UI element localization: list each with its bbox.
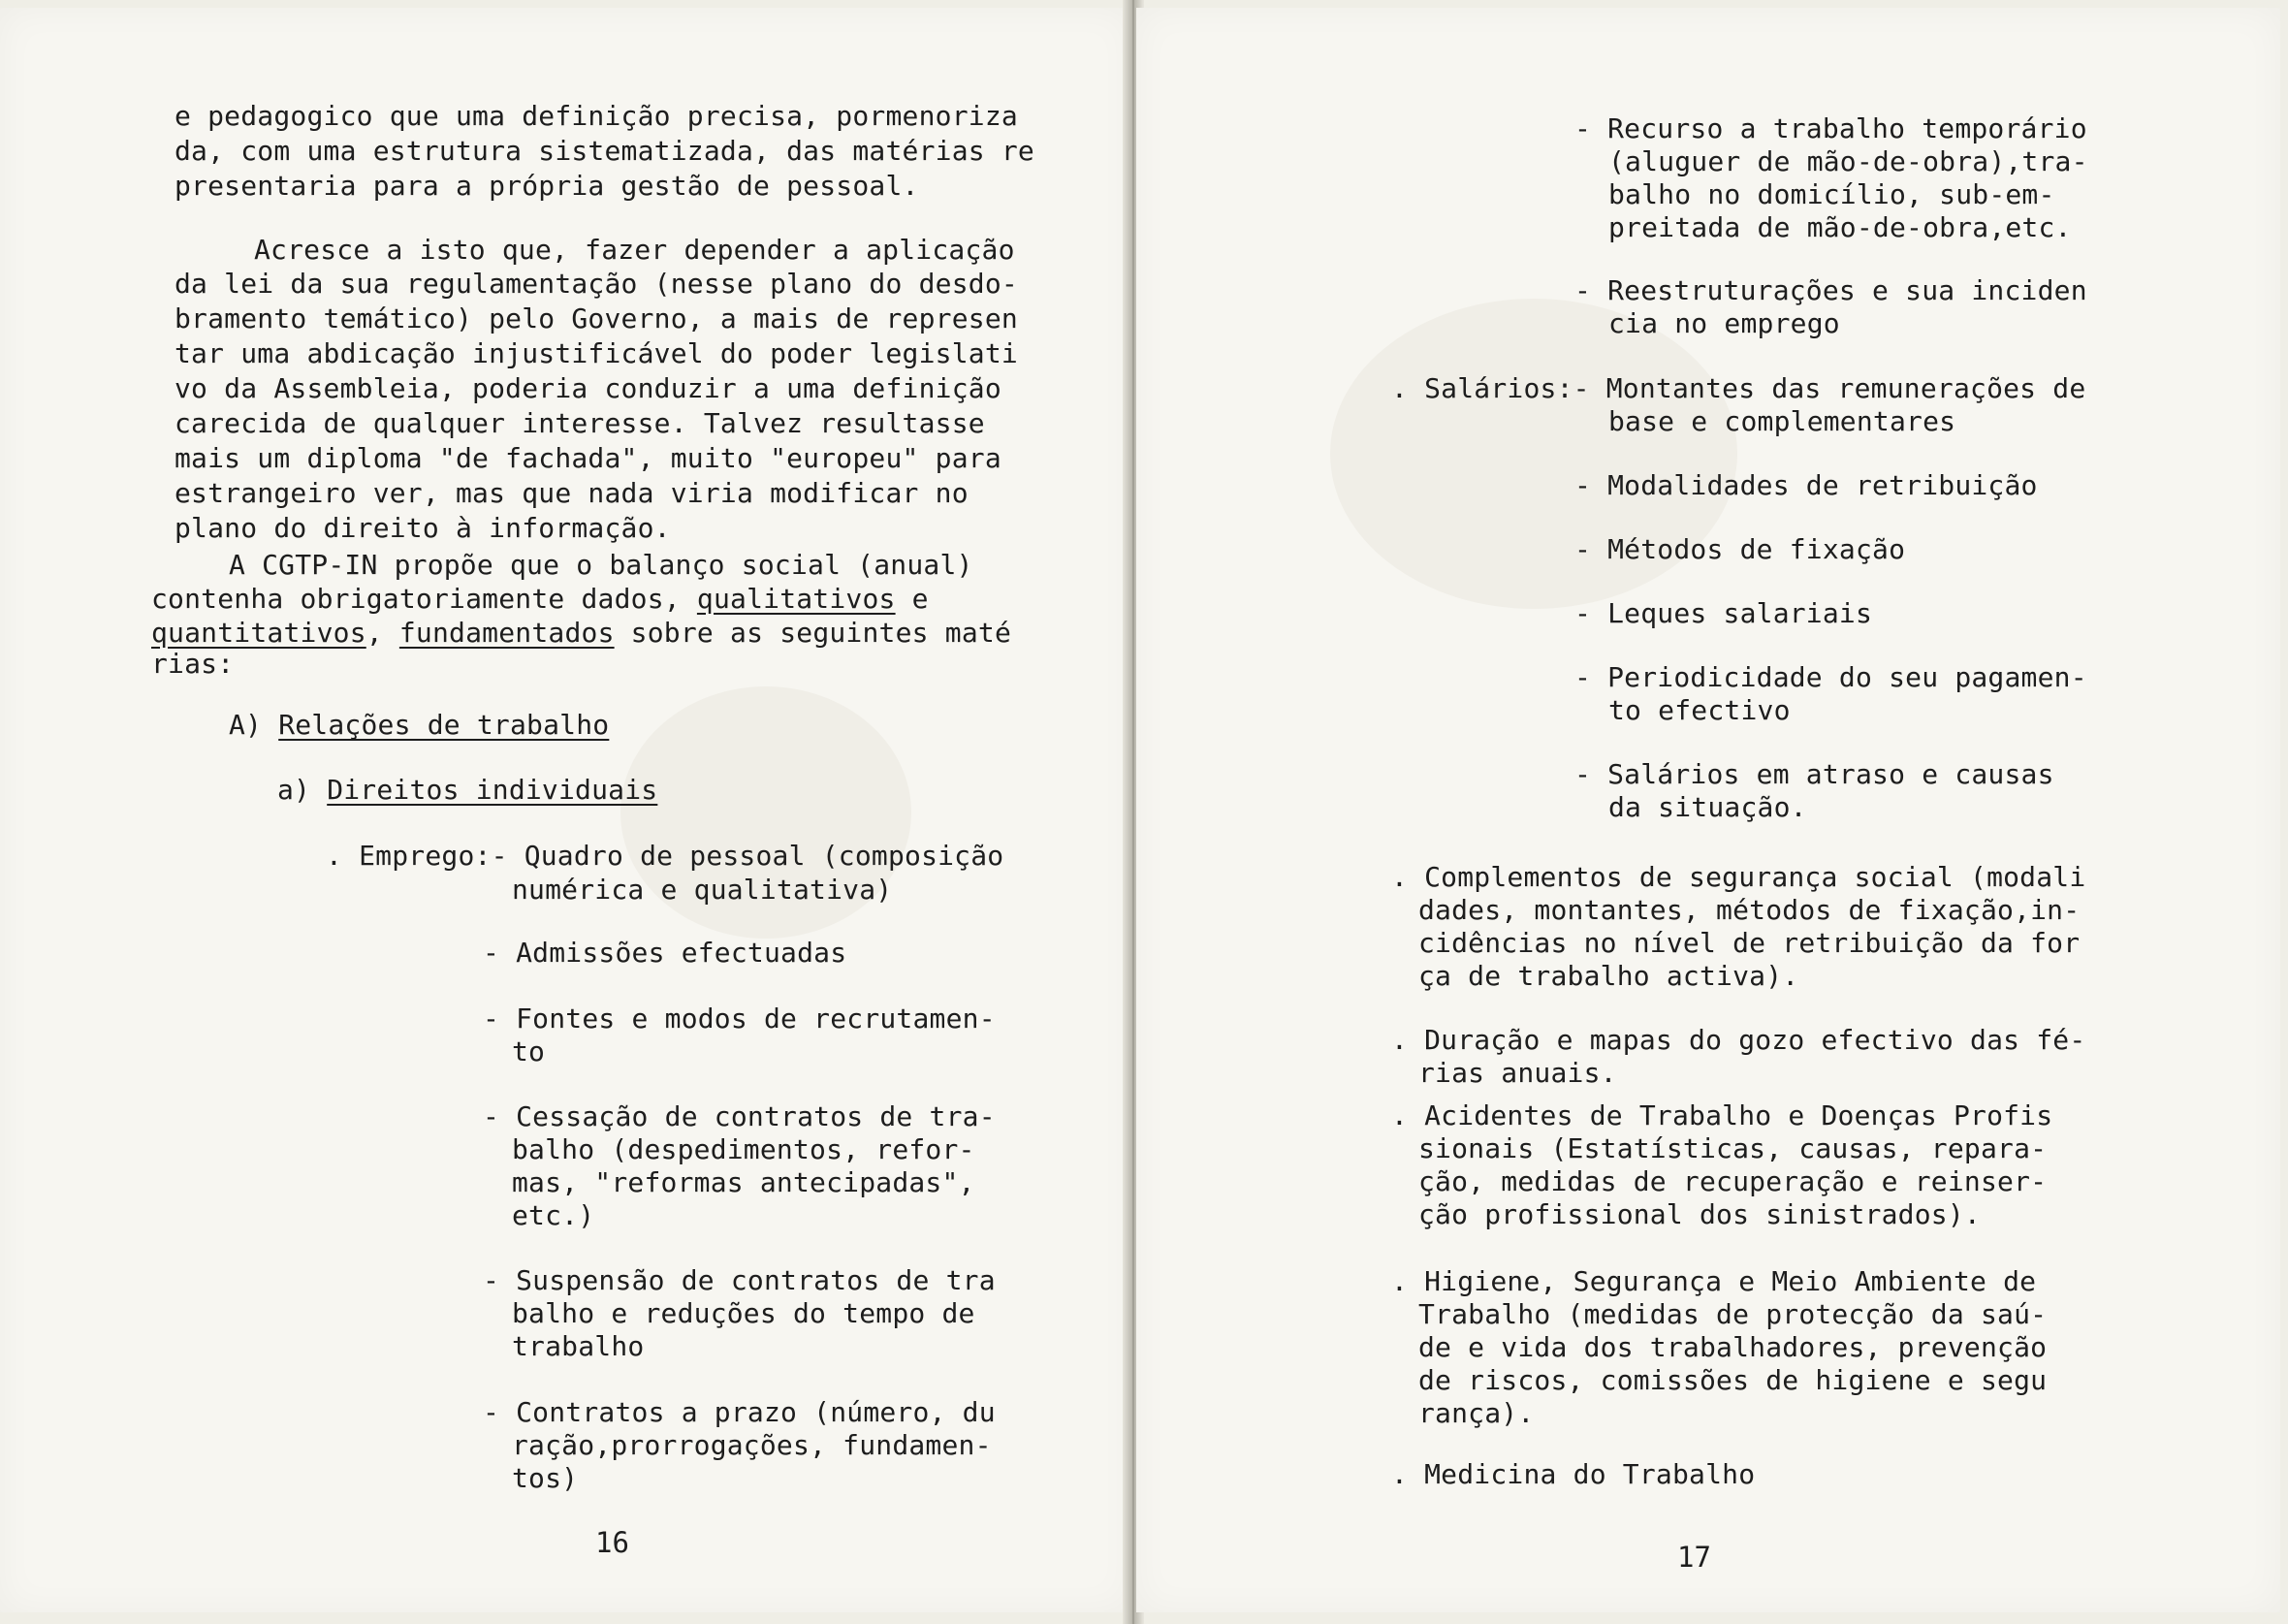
left-page bbox=[0, 8, 1132, 1612]
text-line: - Periodicidade do seu pagamen- bbox=[1574, 661, 2087, 693]
text-line: (aluguer de mão-de-obra),tra- bbox=[1608, 145, 2088, 177]
underlined-heading: Direitos individuais bbox=[327, 774, 658, 806]
text-line: mais um diploma "de fachada", muito "europeu" para bbox=[175, 442, 1001, 474]
text-line: rias: bbox=[151, 648, 235, 680]
page-number: 16 bbox=[595, 1526, 629, 1559]
text-line: ça de trabalho activa). bbox=[1418, 960, 1799, 992]
text-line: da, com uma estrutura sistematizada, das matérias re bbox=[175, 135, 1034, 167]
text-line: . Complementos de segurança social (modali bbox=[1391, 861, 2086, 893]
text-line bbox=[151, 617, 1011, 650]
text-line: cia no emprego bbox=[1608, 307, 1840, 339]
text-line: - Modalidades de retribuição bbox=[1574, 469, 2038, 501]
text-line: da situação. bbox=[1608, 791, 1807, 823]
text-line: estrangeiro ver, mas que nada viria modificar no bbox=[175, 477, 969, 509]
text-line: e pedagogico que uma definição precisa, pormenoriza bbox=[175, 100, 1018, 132]
text-line: . Emprego:- Quadro de pessoal (composição bbox=[326, 840, 1004, 872]
text-span: a) bbox=[277, 774, 328, 806]
text-line: A CGTP-IN propõe que o balanço social (anual) bbox=[229, 549, 973, 581]
right-page bbox=[1136, 8, 2280, 1612]
text-line: balho (despedimentos, refor- bbox=[512, 1133, 975, 1165]
text-line: - Recurso a trabalho temporário bbox=[1574, 112, 2087, 144]
text-line: numérica e qualitativa) bbox=[512, 874, 893, 906]
text-line: to bbox=[512, 1035, 546, 1067]
text-line: sionais (Estatísticas, causas, repara- bbox=[1418, 1132, 2048, 1164]
text-line: de riscos, comissões de higiene e segu bbox=[1418, 1364, 2048, 1396]
text-line: - Métodos de fixação bbox=[1574, 533, 1906, 565]
text-line: . Medicina do Trabalho bbox=[1391, 1458, 1756, 1490]
text-line: Acresce a isto que, fazer depender a aplicação bbox=[254, 234, 1015, 266]
text-line: . Acidentes de Trabalho e Doenças Profis bbox=[1391, 1099, 2053, 1131]
text-line: ção profissional dos sinistrados). bbox=[1418, 1198, 1981, 1230]
underlined-term: quantitativos bbox=[151, 617, 366, 649]
text-line: . Higiene, Segurança e Meio Ambiente de bbox=[1391, 1265, 2037, 1297]
text-line: Trabalho (medidas de protecção da saú- bbox=[1418, 1298, 2048, 1330]
underlined-term: qualitativos bbox=[696, 583, 896, 615]
text-span: A) bbox=[229, 709, 279, 741]
text-line: bramento temático) pelo Governo, a mais de represen bbox=[175, 303, 1018, 334]
section-heading bbox=[229, 709, 609, 742]
text-line: plano do direito à informação. bbox=[175, 512, 671, 544]
text-line: . Salários:- Montantes das remunerações de bbox=[1391, 372, 2086, 404]
text-line: - Salários em atraso e causas bbox=[1574, 758, 2054, 790]
text-line: balho e reduções do tempo de bbox=[512, 1297, 975, 1329]
text-line: presentaria para a própria gestão de pessoal. bbox=[175, 170, 919, 202]
text-line: rança). bbox=[1418, 1397, 1535, 1429]
text-span: contenha obrigatoriamente dados, bbox=[151, 583, 697, 615]
text-line: de e vida dos trabalhadores, prevenção bbox=[1418, 1331, 2048, 1363]
text-span: sobre as seguintes maté bbox=[614, 617, 1012, 649]
underlined-term: fundamentados bbox=[398, 617, 615, 649]
text-line: - Leques salariais bbox=[1574, 597, 1873, 629]
page-number: 17 bbox=[1677, 1541, 1711, 1574]
text-line: ração,prorrogações, fundamen- bbox=[512, 1429, 992, 1461]
text-line: - Reestruturações e sua inciden bbox=[1574, 274, 2087, 306]
subsection-heading bbox=[277, 774, 657, 807]
text-line: trabalho bbox=[512, 1330, 645, 1362]
text-line: balho no domicílio, sub-em- bbox=[1608, 178, 2055, 210]
text-line: mas, "reformas antecipadas", bbox=[512, 1166, 975, 1198]
text-line: - Contratos a prazo (número, du bbox=[483, 1396, 996, 1428]
text-span: e bbox=[895, 583, 929, 615]
text-line: - Fontes e modos de recrutamen- bbox=[483, 1003, 996, 1035]
text-line: preitada de mão-de-obra,etc. bbox=[1608, 211, 2072, 243]
text-line: ção, medidas de recuperação e reinser- bbox=[1418, 1165, 2048, 1197]
text-line: tos) bbox=[512, 1462, 579, 1494]
text-line: - Cessação de contratos de tra- bbox=[483, 1100, 996, 1132]
text-line: - Suspensão de contratos de tra bbox=[483, 1264, 996, 1296]
text-line: tar uma abdicação injustificável do poder legislati bbox=[175, 337, 1018, 369]
text-line: cidências no nível de retribuição da for bbox=[1418, 927, 2081, 959]
text-line: rias anuais. bbox=[1418, 1057, 1617, 1089]
text-line: to efectivo bbox=[1608, 694, 1791, 726]
text-line: base e complementares bbox=[1608, 405, 1956, 437]
text-line: - Admissões efectuadas bbox=[483, 937, 847, 969]
text-line: carecida de qualquer interesse. Talvez resultasse bbox=[175, 407, 985, 439]
text-line: etc.) bbox=[512, 1199, 595, 1231]
text-line: . Duração e mapas do gozo efectivo das fé- bbox=[1391, 1024, 2086, 1056]
text-line: dades, montantes, métodos de fixação,in- bbox=[1418, 894, 2081, 926]
text-span: , bbox=[365, 617, 399, 649]
underlined-heading: Relações de trabalho bbox=[278, 709, 610, 741]
text-line bbox=[151, 583, 929, 616]
text-line: vo da Assembleia, poderia conduzir a uma definição bbox=[175, 372, 1001, 404]
text-line: da lei da sua regulamentação (nesse plano do desdo- bbox=[175, 268, 1018, 300]
